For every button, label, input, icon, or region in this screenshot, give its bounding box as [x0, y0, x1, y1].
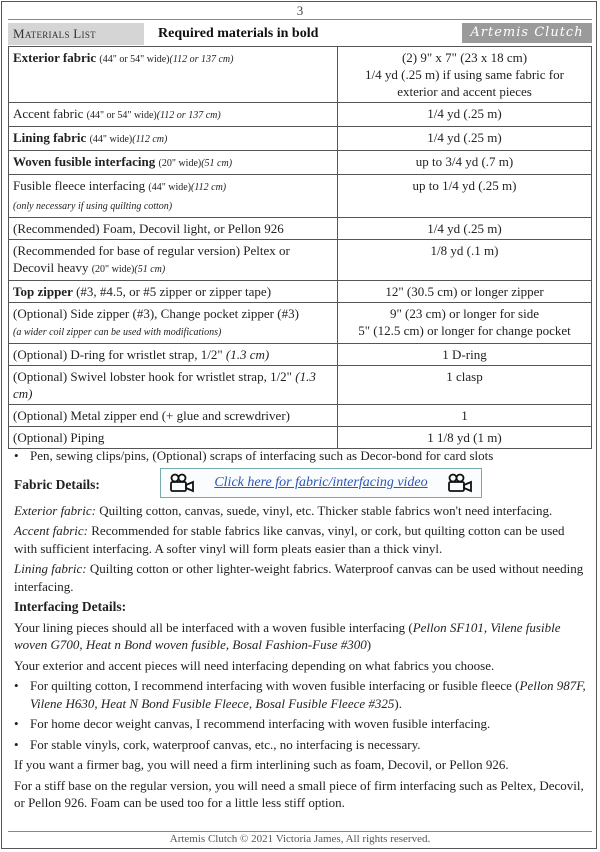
interfacing-p2: Your exterior and accent pieces will need interfacing depending on what fabrics you choose.	[14, 657, 495, 673]
interfacing-p4: For a stiff base on the regular version, you will need a small piece of firm interfacing such as Peltex, Decovil, or Pellon 926. Foam can be used too for a little less stiff option.	[14, 777, 584, 810]
material-qty: 1 1/8 yd (1 m)	[427, 430, 502, 445]
material-qty: up to 3/4 yd (.7 m)	[415, 154, 514, 169]
material-name: Top zipper	[13, 284, 73, 299]
material-name: Woven fusible interfacing	[13, 154, 156, 169]
material-width: (44" wide)	[89, 134, 133, 145]
interfacing-p3: If you want a firmer bag, you will need a firm interlining such as foam, Decovil, or Pellon 926.	[14, 757, 509, 772]
interfacing-bullet-1: • For quilting cotton, I recommend interfacing with woven fusible interfacing or fusible fleece (Pellon 987F, Vilene H630, Heat N Bond Fusible Fleece, Bosal Fusible Fleece #325).	[14, 678, 586, 711]
footer-rule	[8, 831, 592, 832]
material-name: (Optional) D-ring for wristlet strap, 1/2"	[13, 347, 223, 362]
section-header	[8, 20, 592, 47]
material-name-cell	[9, 427, 338, 449]
material-qty: 1 D-ring	[442, 347, 487, 362]
material-name: (Optional) Metal zipper end (+ glue and screwdriver)	[13, 408, 290, 423]
material-name: Fusible fleece interfacing	[13, 178, 146, 193]
material-name: (Recommended) Foam, Decovil light, or Pellon 926	[13, 221, 284, 236]
details-content	[14, 447, 586, 815]
material-qty: 1/4 yd (.25 m) if using same fabric for	[365, 67, 564, 82]
material-name-cell	[9, 240, 338, 281]
material-name-cell	[9, 281, 338, 303]
interfacing-bullet-2: • For home decor weight canvas, I recommend interfacing with woven fusible interfacing.	[14, 716, 491, 731]
required-note: Required materials in bold	[158, 26, 319, 41]
material-width-metric: (1.3 cm)	[225, 347, 270, 362]
material-row	[9, 218, 592, 240]
material-qty: 1 clasp	[446, 369, 483, 384]
material-width-metric: (112 cm)	[132, 134, 168, 145]
material-name: (Recommended for base of regular version) Peltex or Decovil heavy	[13, 243, 290, 275]
material-qty-cell	[338, 240, 592, 281]
material-name-cell	[9, 127, 338, 151]
material-qty-cell	[338, 281, 592, 303]
material-qty: exterior and accent pieces	[397, 84, 532, 99]
extras-bullet: • Pen, sewing clips/pins, (Optional) scraps of interfacing such as Decor-bond for card slots	[14, 448, 494, 463]
bullet-dot: •	[14, 448, 19, 463]
material-qty: 5" (12.5 cm) or longer for change pocket	[358, 323, 571, 338]
material-row	[9, 281, 592, 303]
material-qty-cell	[338, 405, 592, 427]
material-qty-cell	[338, 303, 592, 344]
material-name-cell	[9, 218, 338, 240]
material-width-metric: (1.3 cm)	[13, 369, 316, 401]
material-width-metric: (112 or 137 cm)	[169, 54, 234, 65]
material-name-cell	[9, 366, 338, 405]
material-width-metric: (51 cm)	[134, 264, 166, 275]
material-row	[9, 127, 592, 151]
material-qty-cell	[338, 218, 592, 240]
material-width-metric: (112 cm)	[191, 182, 227, 193]
interfacing-bullet-3: • For stable vinyls, cork, waterproof canvas, etc., no interfacing is necessary.	[14, 736, 421, 752]
material-row	[9, 303, 592, 344]
bullet-dot: •	[14, 678, 19, 693]
material-name-cell	[9, 47, 338, 103]
material-qty: 1/8 yd (.1 m)	[430, 243, 499, 258]
fabric-video-link[interactable]: Click here for fabric/interfacing video	[214, 474, 428, 490]
material-width-metric: (51 cm)	[201, 158, 233, 169]
material-name: (Optional) Side zipper (#3), Change pocket zipper (#3)	[13, 306, 299, 321]
material-width: (44" or 54" wide)	[99, 54, 170, 65]
material-name-rest: (#3, #4.5, or #5 zipper or zipper tape)	[76, 284, 272, 299]
interfacing-details-heading: Interfacing Details:	[14, 599, 127, 614]
fabric-details-heading: Fabric Details:	[14, 476, 100, 492]
material-note: (only necessary if using quilting cotton)	[13, 201, 173, 212]
material-row	[9, 240, 592, 281]
material-qty-cell	[338, 427, 592, 449]
material-qty-cell	[338, 175, 592, 218]
material-qty-cell	[338, 47, 592, 103]
lining-fabric-paragraph: Lining fabric: Quilting cotton or other lighter-weight fabrics. Waterproof canvas can be used without needing interfacing.	[14, 561, 584, 594]
material-row	[9, 405, 592, 427]
material-name-cell	[9, 151, 338, 175]
material-name: (Optional) Piping	[13, 430, 105, 445]
material-qty-cell	[338, 344, 592, 366]
material-note: (a wider coil zipper can be used with modifications)	[13, 327, 222, 338]
material-width: (20" wide)	[158, 158, 202, 169]
video-camera-icon	[169, 473, 195, 493]
brand-logo: Artemis Clutch	[462, 23, 592, 43]
bullet-dot: •	[14, 736, 19, 752]
material-row	[9, 103, 592, 127]
material-qty: 12" (30.5 cm) or longer zipper	[385, 284, 544, 299]
material-qty: (2) 9" x 7" (23 x 18 cm)	[401, 50, 528, 65]
material-width: (20" wide)	[91, 264, 135, 275]
material-qty: 1	[461, 408, 468, 423]
fabric-details-row	[14, 468, 586, 502]
material-qty: 1/4 yd (.25 m)	[427, 130, 502, 145]
material-name-cell	[9, 175, 338, 218]
material-row	[9, 344, 592, 366]
material-qty: 1/4 yd (.25 m)	[427, 221, 502, 236]
bullet-dot: •	[14, 716, 19, 731]
interfacing-p1: Your lining pieces should all be interfaced with a woven fusible interfacing (Pellon SF101, Vilene fusible woven G700, Heat n Bond woven fusible, Bosal Fashion-Fuse #300)	[14, 619, 561, 652]
video-link-box[interactable]	[160, 468, 482, 498]
material-qty-cell	[338, 103, 592, 127]
material-qty-cell	[338, 366, 592, 405]
materials-list-tab: Materials List	[8, 23, 144, 45]
material-name-cell	[9, 344, 338, 366]
page-number: 3	[296, 3, 304, 18]
material-row	[9, 175, 592, 218]
material-width: (44" wide)	[148, 182, 192, 193]
material-qty: up to 1/4 yd (.25 m)	[412, 178, 517, 193]
material-name-cell	[9, 405, 338, 427]
material-name-cell	[9, 303, 338, 344]
material-name: Accent fabric	[13, 106, 84, 121]
material-qty-cell	[338, 151, 592, 175]
materials-table	[8, 46, 592, 449]
material-name-cell	[9, 103, 338, 127]
material-width-metric: (112 or 137 cm)	[156, 110, 221, 121]
material-row	[9, 427, 592, 449]
material-row	[9, 151, 592, 175]
material-row	[9, 366, 592, 405]
material-qty-cell	[338, 127, 592, 151]
video-camera-icon	[447, 473, 473, 493]
exterior-fabric-paragraph: Exterior fabric: Quilting cotton, canvas, suede, vinyl, etc. Thicker stable fabrics won't need interfacing.	[14, 502, 553, 518]
page-footer: Artemis Clutch © 2021 Victoria James, All rights reserved.	[169, 833, 431, 845]
material-qty: 1/4 yd (.25 m)	[427, 106, 502, 121]
material-name: (Optional) Swivel lobster hook for wristlet strap, 1/2"	[13, 369, 292, 384]
material-row	[9, 47, 592, 103]
material-width: (44" or 54" wide)	[86, 110, 157, 121]
material-name: Lining fabric	[13, 130, 87, 145]
accent-fabric-paragraph: Accent fabric: Recommended for stable fabrics like canvas, vinyl, or cork, but quilting cotton can be used with sufficient interfacing. A softer vinyl will form pleats easier than a thick vinyl.	[14, 523, 565, 556]
material-name: Exterior fabric	[13, 50, 97, 65]
material-qty: 9" (23 cm) or longer for side	[390, 306, 539, 321]
